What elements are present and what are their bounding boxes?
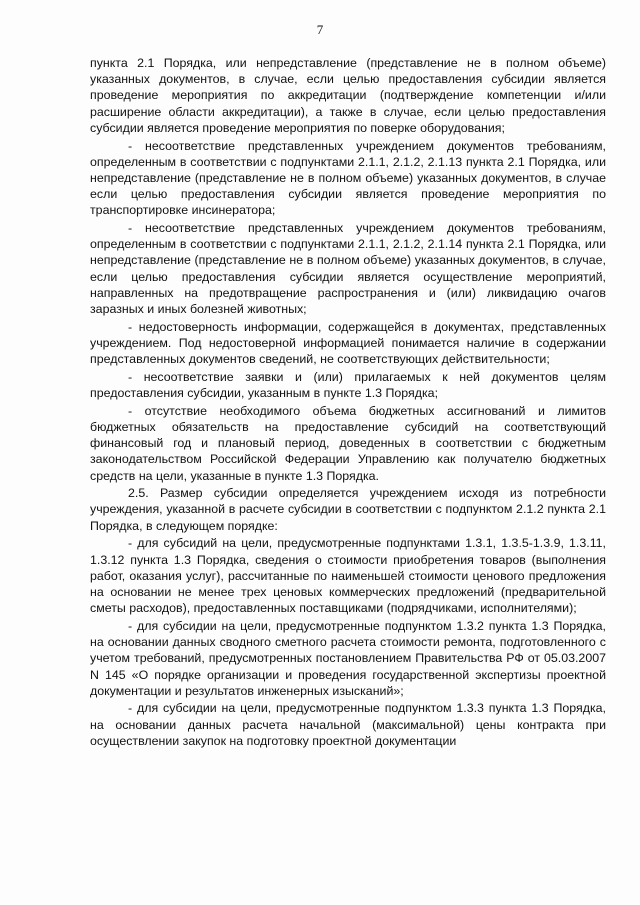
- paragraph-item-price-offers: - для субсидий на цели, предусмотренные подпунктами 1.3.1, 1.3.5-1.3.9, 1.3.11, 1.3.12 пункта 1.3 Порядка, сведения о стоимости приобретения товаров (выполнения работ, оказания услуг), рассчитанные по наименьшей стоимости ценового предложения на основании не менее трех ценовых коммерческих предложений (предварительной сметы расходов), предоставленных поставщиками (подрядчиками, исполнителями);: [90, 536, 606, 616]
- paragraph-item-animal-diseases: - несоответствие представленных учреждением документов требованиям, определенным в соответствии с подпунктами 2.1.1, 2.1.2, 2.1.14 пункта 2.1 Порядка, или непредставление (представление не в полном объеме) указанных документов, в случае, если целью предоставления субсидии является осуществление мероприятий, направленных на предотвращение распространения и (или) ликвидацию очагов заразных и иных болезней животных;: [90, 221, 606, 317]
- document-body: [90, 55, 606, 751]
- paragraph-continuation: пункта 2.1 Порядка, или непредставление (представление не в полном объеме) указанных документов, в случае, если целью предоставления субсидии является проведение мероприятия по аккредитации (подтверждение компетенции и/или расширение области аккредитации), а также в случае, если целью предоставления субсидии является проведение мероприятия по поверке оборудования;: [90, 56, 606, 135]
- paragraph-item-unreliable-info: - недостоверность информации, содержащейся в документах, представленных учреждением. Под недостоверной информацией понимается наличие в содержании представленных документов сведений, не соответствующих действительности;: [90, 319, 606, 367]
- paragraph-item-mismatch: - несоответствие заявки и (или) прилагаемых к ней документов целям предоставления субсидии, указанным в пункте 1.3 Порядка;: [90, 369, 606, 401]
- paragraph-item-accreditation: - несоответствие представленных учреждением документов требованиям, определенным в соответствии с подпунктами 2.1.1, 2.1.2, 2.1.13 пункта 2.1 Порядка, или непредставление (представление не в полном объеме) указанных документов, в случае если целью предоставления субсидии является проведение мероприятия по транспортировке инсинератора;: [90, 138, 606, 218]
- paragraph-2-5: 2.5. Размер субсидии определяется учреждением исходя из потребности учреждения, указанной в расчете субсидии в соответствии с подпунктом 2.1.2 пункта 2.1 Порядка, в следующем порядке:: [90, 486, 606, 533]
- paragraph-item-budget: - отсутствие необходимого объема бюджетных ассигнований и лимитов бюджетных обязательств на предоставление субсидий на соответствующий финансовый год и плановый период, доведенных в соответствии с бюджетным законодательством Российской Федерации Управлению как получателю бюджетных средств на цели, указанные в пункте 1.3 Порядка.: [90, 403, 606, 483]
- paragraph-item-repair-estimate: - для субсидии на цели, предусмотренные подпунктом 1.3.2 пункта 1.3 Порядка, на основании данных сводного сметного расчета стоимости ремонта, подготовленного с учетом требований, предусмотренных постановлением Правительства РФ от 05.03.2007 N 145 «О порядке организации и проведения государственной экспертизы проектной документации и результатов инженерных изысканий»;: [90, 618, 606, 698]
- page-number: 7: [316, 22, 324, 37]
- paragraph-item-contract-price: - для субсидии на цели, предусмотренные подпунктом 1.3.3 пункта 1.3 Порядка, на основании данных расчета начальной (максимальной) цены контракта при осуществлении закупок на подготовку проектной документации: [90, 701, 606, 748]
